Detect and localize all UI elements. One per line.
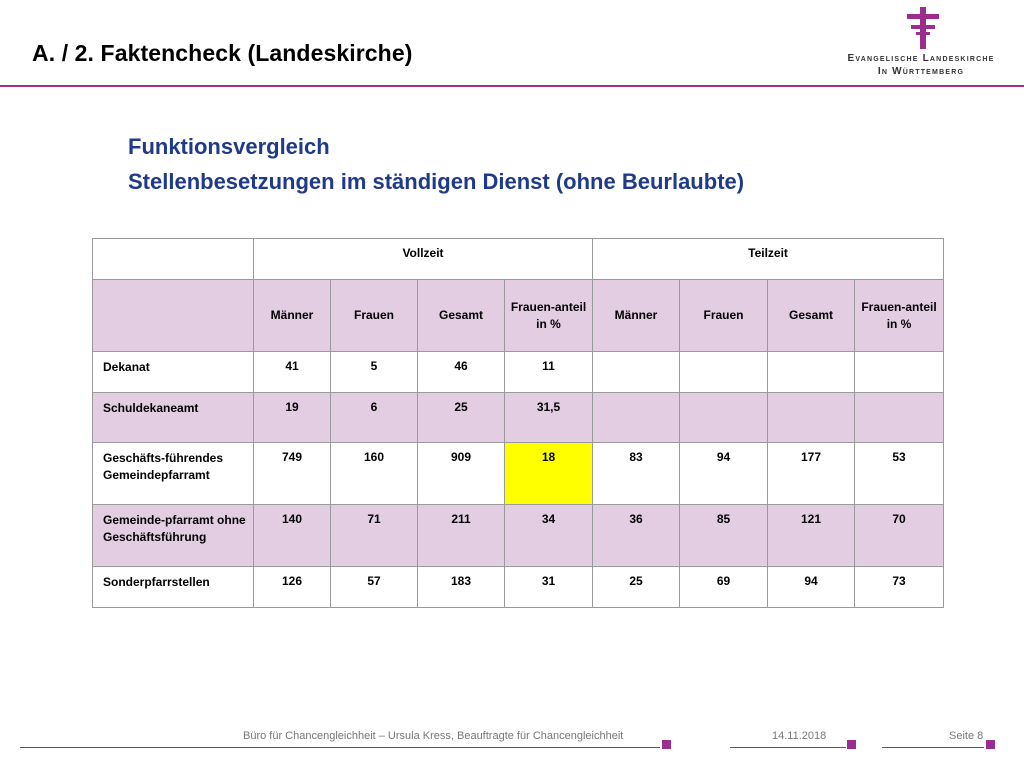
page-title: A. / 2. Faktencheck (Landeskirche) — [32, 40, 413, 66]
corner-cell — [93, 239, 254, 280]
table-cell — [680, 352, 768, 393]
table-cell: 183 — [418, 567, 505, 608]
label-header-cell — [93, 280, 254, 352]
highlighted-cell: 18 — [505, 443, 593, 505]
table-cell: 160 — [331, 443, 418, 505]
staffing-table — [92, 238, 944, 608]
footer-divider — [20, 747, 660, 748]
footer-divider — [882, 747, 984, 748]
cross-icon — [906, 6, 940, 50]
row-label: Gemeinde-pfarramt ohne Geschäftsführung — [93, 505, 254, 567]
table-cell — [855, 393, 944, 443]
title-divider — [0, 85, 1024, 87]
table-cell: 25 — [418, 393, 505, 443]
table-cell: 749 — [254, 443, 331, 505]
group-header-teilzeit: Teilzeit — [593, 239, 944, 280]
table-cell — [593, 352, 680, 393]
logo-line-1: Evangelische Landeskirche — [847, 53, 995, 64]
row-label: Geschäfts-führendes Gemeindepfarramt — [93, 443, 254, 505]
subtitle-line-1: Funktionsvergleich — [128, 134, 330, 159]
table-cell: 5 — [331, 352, 418, 393]
footer-date: 14.11.2018 — [772, 730, 827, 742]
table-row — [93, 505, 944, 567]
table-cell: 94 — [768, 567, 855, 608]
table-cell: 121 — [768, 505, 855, 567]
group-header-row — [93, 239, 944, 280]
table-cell: 57 — [331, 567, 418, 608]
column-header: Gesamt — [768, 280, 855, 352]
table-cell: 6 — [331, 393, 418, 443]
table-cell — [680, 393, 768, 443]
table-cell: 34 — [505, 505, 593, 567]
table-cell: 126 — [254, 567, 331, 608]
table-cell: 11 — [505, 352, 593, 393]
table-cell: 36 — [593, 505, 680, 567]
column-header: Männer — [254, 280, 331, 352]
table-cell: 31 — [505, 567, 593, 608]
table-cell: 73 — [855, 567, 944, 608]
table-cell: 85 — [680, 505, 768, 567]
table-cell: 71 — [331, 505, 418, 567]
table-cell: 94 — [680, 443, 768, 505]
subtitle-line-2: Stellenbesetzungen im ständigen Dienst (ohne Beurlaubte) — [128, 169, 745, 194]
table-cell: 25 — [593, 567, 680, 608]
table-row — [93, 443, 944, 505]
table-cell — [855, 352, 944, 393]
table-cell: 70 — [855, 505, 944, 567]
table-cell: 909 — [418, 443, 505, 505]
logo-wordmark — [836, 52, 1006, 78]
row-label: Dekanat — [93, 352, 254, 393]
footer-page-number: Seite 8 — [949, 730, 984, 742]
column-header: Männer — [593, 280, 680, 352]
table-cell: 177 — [768, 443, 855, 505]
table-cell: 19 — [254, 393, 331, 443]
table-cell: 211 — [418, 505, 505, 567]
footer-organization: Büro für Chancengleichheit – Ursula Kress, Beauftragte für Chancengleichheit — [243, 730, 624, 742]
footer-marker — [662, 740, 671, 749]
column-header: Frauen — [680, 280, 768, 352]
table-cell: 41 — [254, 352, 331, 393]
column-header: Frauen-anteil in % — [855, 280, 944, 352]
table-row — [93, 567, 944, 608]
logo-line-2: In Württemberg — [877, 66, 965, 77]
footer-marker — [986, 740, 995, 749]
table-cell: 31,5 — [505, 393, 593, 443]
table-cell: 46 — [418, 352, 505, 393]
footer-marker — [847, 740, 856, 749]
table-cell — [768, 352, 855, 393]
group-header-vollzeit: Vollzeit — [254, 239, 593, 280]
column-header: Gesamt — [418, 280, 505, 352]
column-header: Frauen — [331, 280, 418, 352]
church-logo — [836, 6, 1006, 82]
table-cell: 69 — [680, 567, 768, 608]
column-header-row — [93, 280, 944, 352]
table-cell: 83 — [593, 443, 680, 505]
table-row — [93, 393, 944, 443]
table-cell — [768, 393, 855, 443]
table-cell: 140 — [254, 505, 331, 567]
table-row — [93, 352, 944, 393]
table-cell — [593, 393, 680, 443]
row-label: Schuldekaneamt — [93, 393, 254, 443]
footer-divider — [730, 747, 846, 748]
column-header: Frauen-anteil in % — [505, 280, 593, 352]
table-cell: 53 — [855, 443, 944, 505]
row-label: Sonderpfarrstellen — [93, 567, 254, 608]
